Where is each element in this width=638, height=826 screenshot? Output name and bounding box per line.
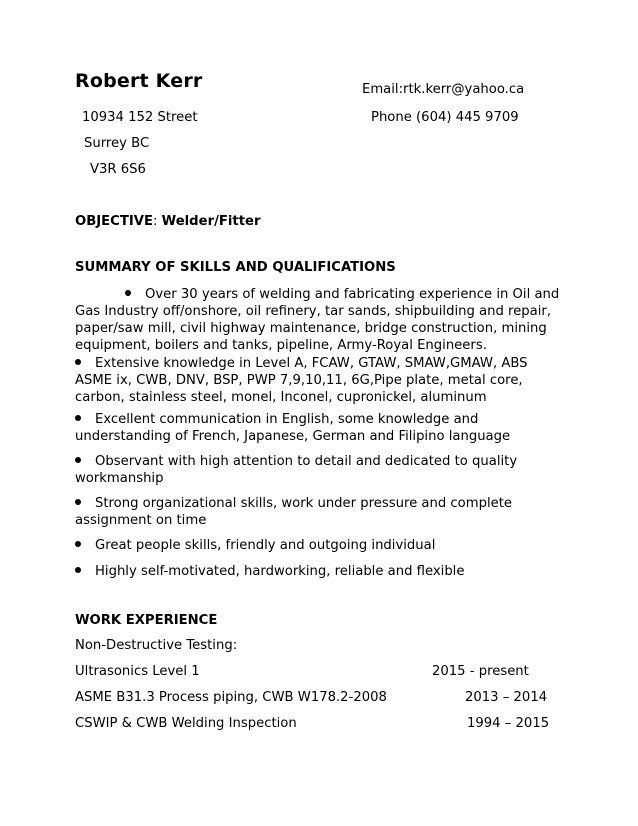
- work-subheading: Non-Destructive Testing:: [75, 638, 238, 653]
- summary-item-text: Observant with high attention to detail and dedicated to quality workmanship: [75, 454, 518, 486]
- objective-value: Welder/Fitter: [161, 214, 261, 229]
- bullet-icon: [125, 290, 131, 296]
- email-text: Email:rtk.kerr@yahoo.ca: [362, 82, 525, 97]
- summary-item: [75, 537, 565, 554]
- summary-item: [75, 286, 565, 354]
- work-heading: WORK EXPERIENCE: [75, 613, 218, 628]
- phone-text: Phone (604) 445 9709: [371, 110, 519, 125]
- work-entry-title: Ultrasonics Level 1: [75, 664, 200, 679]
- work-entry-dates: 2013 – 2014: [465, 690, 548, 705]
- objective-line: [75, 214, 260, 229]
- summary-item-text: Over 30 years of welding and fabricating experience in Oil and Gas Industry off/onshore, oil refinery, tar sands, shipbuilding and repair, paper/saw mill, civil highway maintenance, bridge construction, mining equipment, boilers and tanks, pipeline, Army-Royal Engineers.: [75, 287, 560, 353]
- summary-item: [75, 411, 565, 445]
- bullet-icon: [75, 415, 81, 421]
- city-province: Surrey BC: [84, 136, 150, 151]
- summary-item: [75, 355, 565, 406]
- work-entry-title: CSWIP & CWB Welding Inspection: [75, 716, 297, 731]
- bullet-icon: [75, 541, 81, 547]
- summary-item-text: Strong organizational skills, work under pressure and complete assignment on time: [75, 496, 513, 528]
- work-entry-title: ASME B31.3 Process piping, CWB W178.2-2008: [75, 690, 387, 705]
- summary-heading: SUMMARY OF SKILLS AND QUALIFICATIONS: [75, 260, 396, 275]
- summary-item-text: Extensive knowledge in Level A, FCAW, GTAW, SMAW,GMAW, ABS ASME ix, CWB, DNV, BSP, PWP 7,9,10,11, 6G,Pipe plate, metal core, carbon, stainless steel, monel, Inconel, cupronickel, aluminum: [75, 356, 528, 405]
- bullet-icon: [75, 359, 81, 365]
- summary-item: [75, 563, 565, 580]
- bullet-icon: [75, 457, 81, 463]
- bullet-icon: [75, 567, 81, 573]
- summary-item-text: Great people skills, friendly and outgoing individual: [95, 538, 436, 553]
- objective-label: OBJECTIVE: [75, 214, 153, 229]
- candidate-name: Robert Kerr: [75, 70, 203, 92]
- work-entry-dates: 1994 – 2015: [467, 716, 550, 731]
- summary-item-text: Excellent communication in English, some knowledge and understanding of French, Japanese, German and Filipino language: [75, 412, 511, 444]
- street-address: 10934 152 Street: [82, 110, 198, 125]
- summary-item: [75, 495, 565, 529]
- bullet-icon: [75, 499, 81, 505]
- postal-code: V3R 6S6: [90, 162, 146, 177]
- summary-item-text: Highly self-motivated, hardworking, reliable and flexible: [95, 564, 465, 579]
- work-entry-dates: 2015 - present: [432, 664, 529, 679]
- summary-item: [75, 453, 565, 487]
- objective-separator: :: [152, 214, 158, 229]
